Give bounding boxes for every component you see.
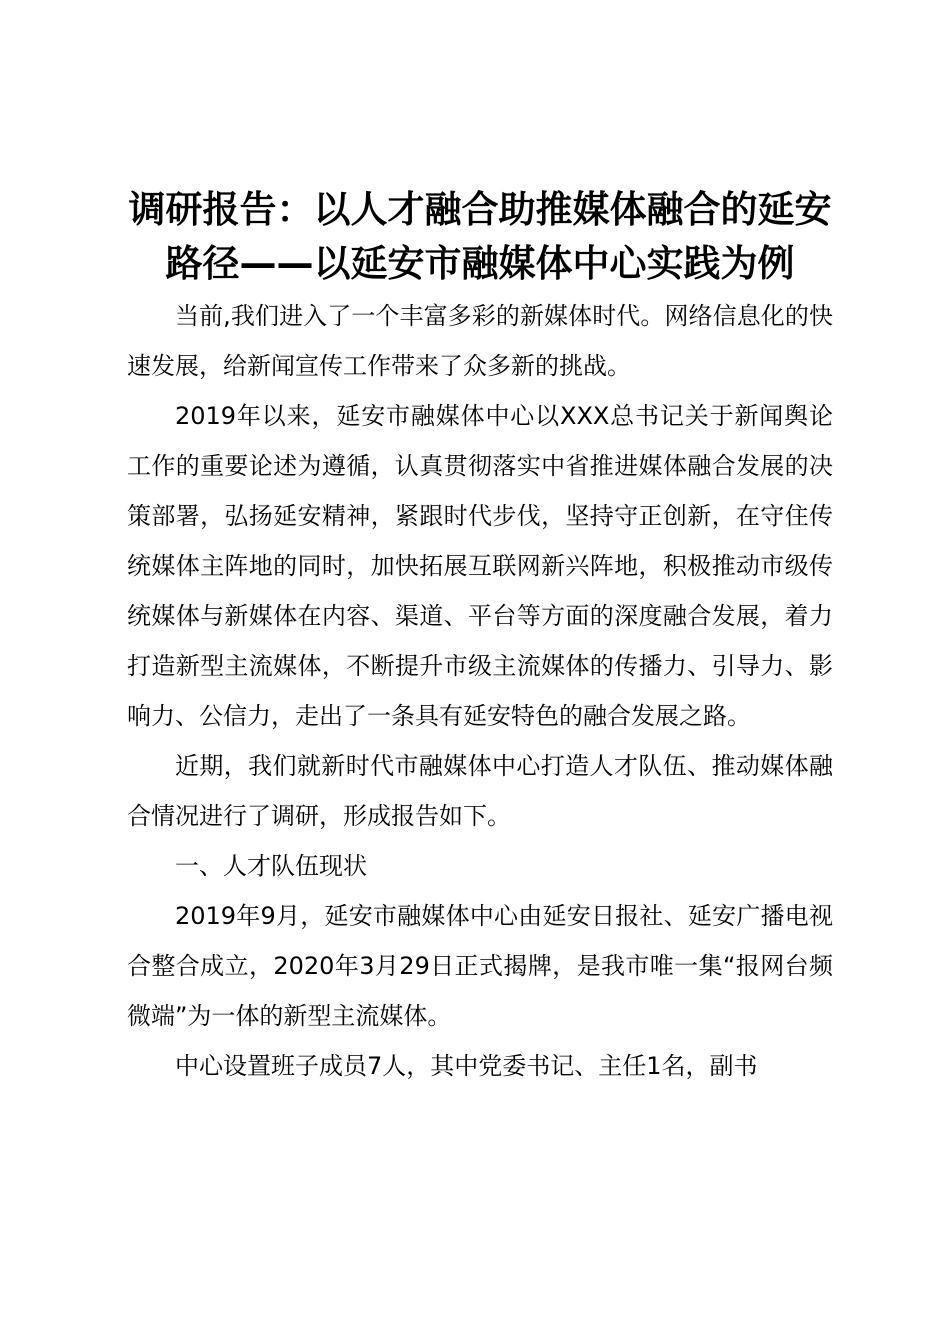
paragraph-purpose: 近期，我们就新时代市融媒体中心打造人才队伍、推动媒体融合情况进行了调研，形成报告如下。 — [127, 752, 833, 830]
paragraph-intro: 当前,我们进入了一个丰富多彩的新媒体时代。网络信息化的快速发展，给新闻宣传工作带来了众多新的挑战。 — [127, 302, 833, 380]
paragraph-background: 2019年以来，延安市融媒体中心以XXX总书记关于新闻舆论工作的重要论述为遵循，认真贯彻落实中省推进媒体融合发展的决策部署，弘扬延安精神，紧跟时代步伐，坚持守正创新，在守住传统媒体主阵地的同时，加快拓展互联网新兴阵地，积极推动市级传统媒体与新媒体在内容、渠道、平台等方面的深度融合发展，着力打造新型主流媒体，不断提升市级主流媒体的传播力、引导力、影响力、公信力，走出了一条具有延安特色的融合发展之路。 — [127, 402, 833, 730]
document-title: 调研报告：以人才融合助推媒体融合的延安路径——以延安市融媒体中心实践为例 — [128, 188, 832, 285]
section-heading-talent-status: 一、人才队伍现状 — [175, 852, 367, 880]
document-body — [127, 183, 833, 1091]
paragraph-leadership: 中心设置班子成员7人，其中党委书记、主任1名，副书 — [175, 1052, 758, 1080]
paragraph-establishment: 2019年9月，延安市融媒体中心由延安日报社、延安广播电视合整合成立，2020年3月29日正式揭牌，是我市唯一集“报网台频微端”为一体的新型主流媒体。 — [127, 902, 833, 1030]
